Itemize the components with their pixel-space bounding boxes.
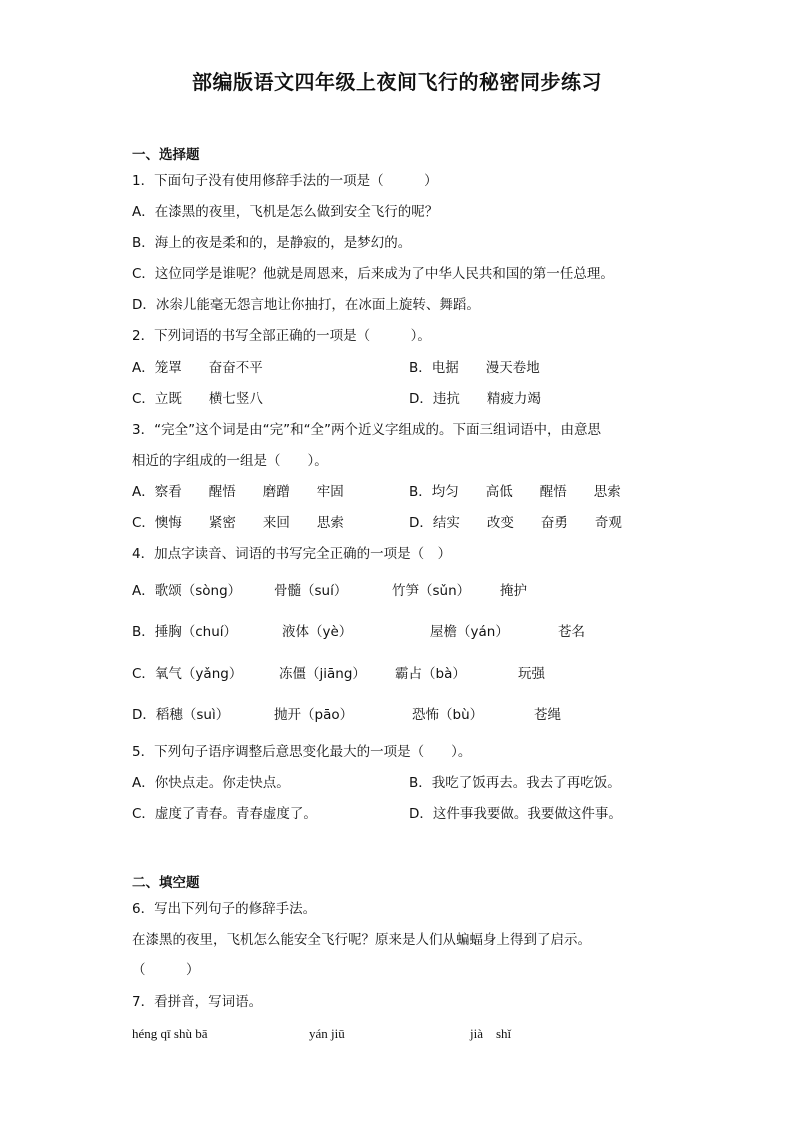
q4-c-item: C．氧气（yǎng） bbox=[132, 666, 243, 682]
q4-c-item: 冻僵（jiāng） bbox=[279, 666, 366, 682]
q4-b-item: B．捶胸（chuí） bbox=[132, 624, 238, 640]
q4-d-item: D．稻穗（suì） bbox=[132, 707, 230, 723]
q4-stem: 4．加点字读音、词语的书写完全正确的一项是（ ） bbox=[132, 546, 452, 562]
q7-pinyin: yán jiū bbox=[309, 1026, 345, 1041]
q4-b-item: 屋檐（yán） bbox=[430, 624, 509, 640]
q5-option-a: A．你快点走。你走快点。 bbox=[132, 775, 290, 791]
q4-a-item: 掩护 bbox=[500, 583, 527, 599]
q2-option-d: D．违抗 精疲力竭 bbox=[409, 391, 541, 407]
q4-d-item: 恐怖（bù） bbox=[412, 707, 484, 723]
q1-option-b: B．海上的夜是柔和的，是静寂的，是梦幻的。 bbox=[132, 235, 412, 251]
q3-option-d: D．结实 改变 奋勇 奇观 bbox=[409, 515, 622, 531]
q2-option-b: B．电据 漫天卷地 bbox=[409, 360, 540, 376]
section-choice-heading: 一、选择题 bbox=[132, 147, 200, 163]
q4-c-item: 玩强 bbox=[518, 666, 545, 682]
q4-option-d bbox=[132, 705, 561, 725]
q3-option-a: A．察看 醒悟 磨蹭 牢固 bbox=[132, 484, 344, 500]
q2-stem: 2．下列词语的书写全部正确的一项是（ ）。 bbox=[132, 328, 431, 344]
q6-stem: 6．写出下列句子的修辞手法。 bbox=[132, 901, 317, 917]
q4-option-c bbox=[132, 664, 545, 684]
q4-option-a bbox=[132, 581, 527, 601]
q7-stem: 7．看拼音，写词语。 bbox=[132, 994, 263, 1010]
q5-option-d: D．这件事我要做。我要做这件事。 bbox=[409, 806, 622, 822]
q7-pinyin-row bbox=[132, 1024, 511, 1044]
q7-pinyin: jià shǐ bbox=[470, 1026, 512, 1041]
q1-stem: 1．下面句子没有使用修辞手法的一项是（ ） bbox=[132, 173, 438, 189]
q4-a-item: 竹笋（sǔn） bbox=[392, 583, 471, 599]
q3-stem-line1: 3．“完全”这个词是由“完”和“全”两个近义字组成的。下面三组词语中，由意思 bbox=[132, 422, 602, 438]
q4-d-item: 苍绳 bbox=[534, 707, 561, 723]
q4-c-item: 霸占（bà） bbox=[395, 666, 466, 682]
q3-stem-line2: 相近的字组成的一组是（ ）。 bbox=[132, 453, 328, 469]
q1-option-a: A．在漆黑的夜里，飞机是怎么做到安全飞行的呢？ bbox=[132, 204, 439, 220]
q7-pinyin: héng qī shù bā bbox=[132, 1026, 208, 1041]
q5-option-c: C．虚度了青春。青春虚度了。 bbox=[132, 806, 317, 822]
page-title: 部编版语文四年级上夜间飞行的秘密同步练习 bbox=[192, 70, 602, 94]
q2-option-c: C．立既 横七竖八 bbox=[132, 391, 263, 407]
q4-option-b bbox=[132, 622, 585, 642]
q4-a-item: 骨髓（suí） bbox=[274, 583, 348, 599]
q6-sentence: 在漆黑的夜里，飞机怎么能安全飞行呢？原来是人们从蝙蝠身上得到了启示。 bbox=[132, 932, 591, 948]
q4-a-item: A．歌颂（sòng） bbox=[132, 583, 242, 599]
q3-option-c: C．懊悔 紧密 来回 思索 bbox=[132, 515, 344, 531]
q6-answer-blank: （ ） bbox=[132, 962, 200, 978]
q4-b-item: 苍名 bbox=[558, 624, 585, 640]
q3-option-b: B．均匀 高低 醒悟 思索 bbox=[409, 484, 621, 500]
q4-d-item: 抛开（pāo） bbox=[274, 707, 354, 723]
section-fill-heading: 二、填空题 bbox=[132, 875, 200, 891]
q2-option-a: A．笼罩 奋奋不平 bbox=[132, 360, 263, 376]
q5-option-b: B．我吃了饭再去。我去了再吃饭。 bbox=[409, 775, 621, 791]
q4-b-item: 液体（yè） bbox=[282, 624, 353, 640]
q1-option-d: D．冰尜儿能毫无怨言地让你抽打，在冰面上旋转、舞蹈。 bbox=[132, 297, 480, 313]
q5-stem: 5．下列句子语序调整后意思变化最大的一项是（ ）。 bbox=[132, 744, 472, 760]
q1-option-c: C．这位同学是谁呢？他就是周恩来，后来成为了中华人民共和国的第一任总理。 bbox=[132, 266, 614, 282]
